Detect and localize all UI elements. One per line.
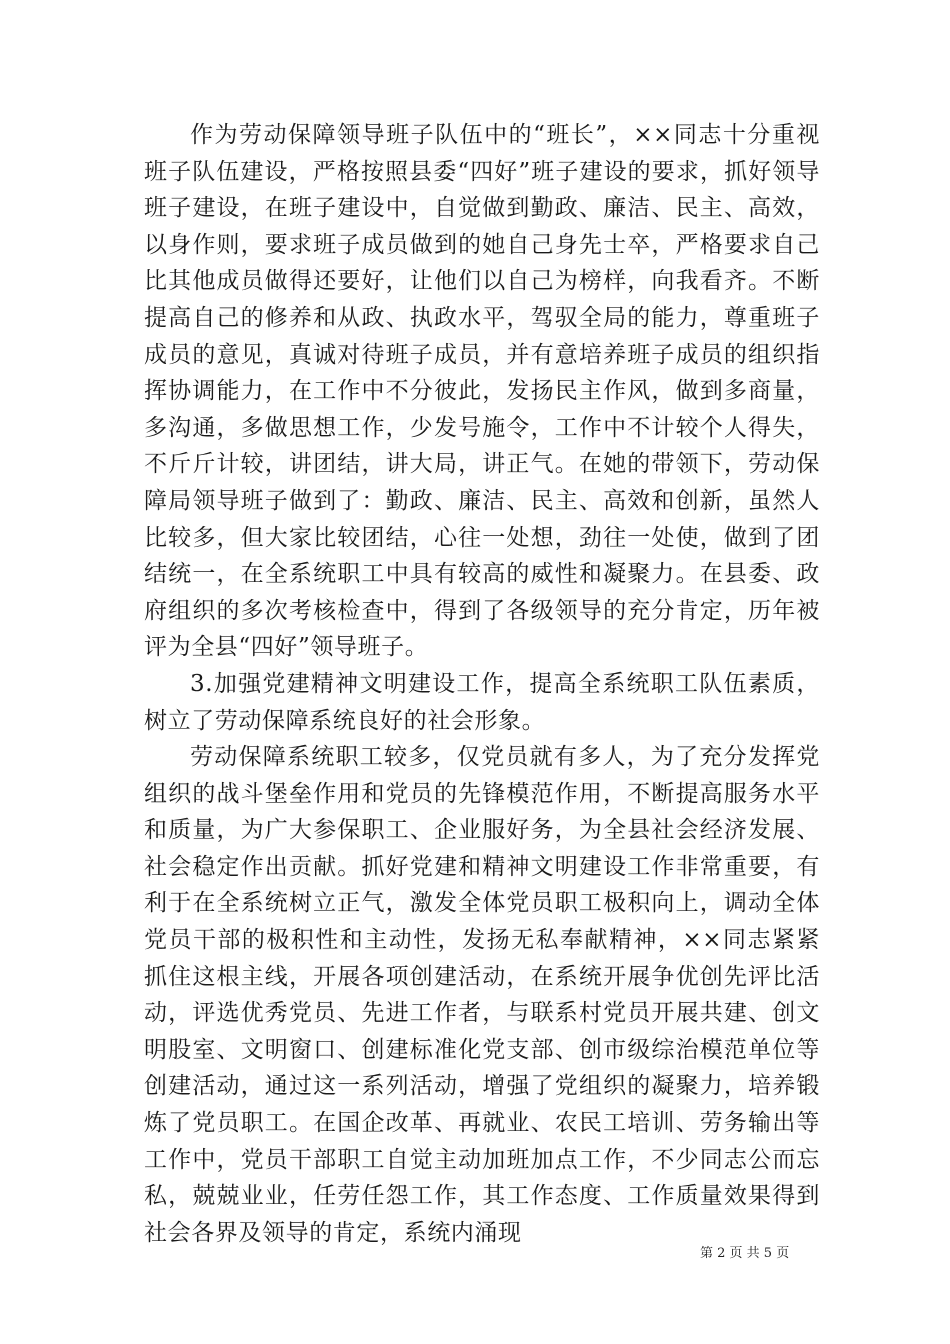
page-number-footer: 第 2 页 共 5 页 [700, 1246, 790, 1261]
paragraph-party-building: 劳动保障系统职工较多，仅党员就有多人，为了充分发挥党组织的战斗堡垒作用和党员的先锋模范作用，不断提高服务水平和质量，为广大参保职工、企业服好务，为全县社会经济发展、社会稳定作出贡献。抓好党建和精神文明建设工作非常重要，有利于在全系统树立正气，激发全体党员职工极积向上，调动全体党员干部的极积性和主动性，发扬无私奉献精神，××同志紧紧抓住这根主线，开展各项创建活动，在系统开展争优创先评比活动，评选优秀党员、先进工作者，与联系村党员开展共建、创文明股室、文明窗口、创建标准化党支部、创市级综治模范单位等创建活动，通过这一系列活动，增强了党组织的凝聚力，培养锻炼了党员职工。在国企改革、再就业、农民工培训、劳务输出等工作中，党员干部职工自觉主动加班加点工作，不少同志公而忘私，兢兢业业，任劳任怨工作，其工作态度、工作质量效果得到社会各界及领导的肯定，系统内涌现 [144, 744, 820, 1246]
document-body [144, 117, 820, 1251]
paragraph-section-heading: 3.加强党建精神文明建设工作，提高全系统职工队伍素质，树立了劳动保障系统良好的社会形象。 [144, 670, 820, 734]
paragraph-leadership: 作为劳动保障领导班子队伍中的“班长”，××同志十分重视班子队伍建设，严格按照县委“四好”班子建设的要求，抓好领导班子建设，在班子建设中，自觉做到勤政、廉洁、民主、高效，以身作则，要求班子成员做到的她自己身先士卒，严格要求自己比其他成员做得还要好，让他们以自己为榜样，向我看齐。不断提高自己的修养和从政、执政水平，驾驭全局的能力，尊重班子成员的意见，真诚对待班子成员，并有意培养班子成员的组织指挥协调能力，在工作中不分彼此，发扬民主作风，做到多商量，多沟通，多做思想工作，少发号施令，工作中不计较个人得失，不斤斤计较，讲团结，讲大局，讲正气。在她的带领下，劳动保障局领导班子做到了：勤政、廉洁、民主、高效和创新，虽然人比较多，但大家比较团结，心往一处想，劲往一处使，做到了团结统一，在全系统职工中具有较高的威性和凝聚力。在县委、政府组织的多次考核检查中，得到了各级领导的充分肯定，历年被评为全县“四好”领导班子。 [144, 122, 820, 661]
